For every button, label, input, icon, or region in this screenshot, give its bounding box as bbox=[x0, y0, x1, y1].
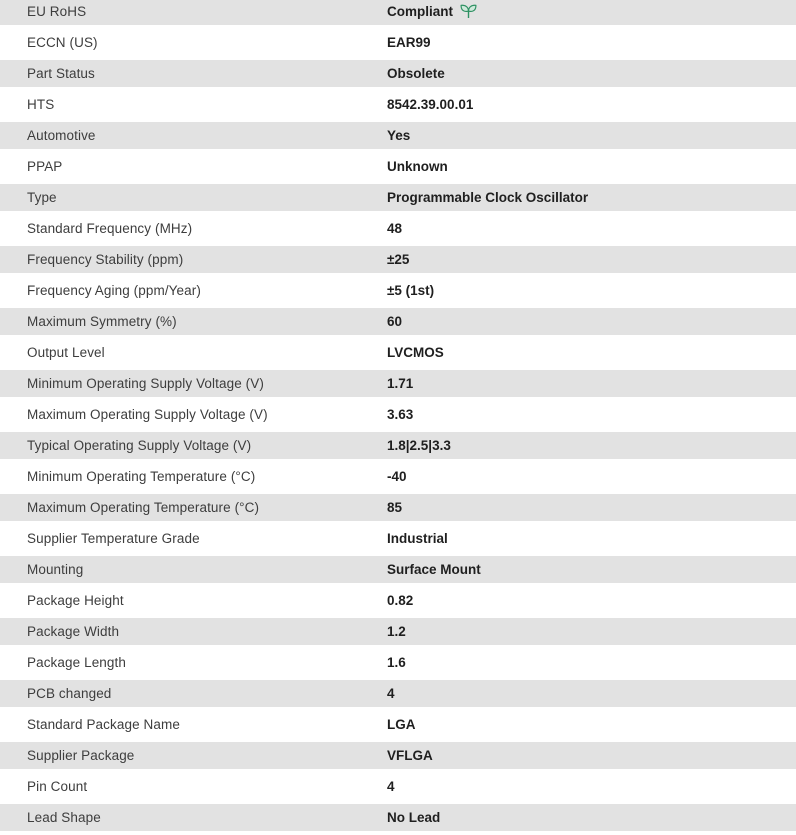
spec-value bbox=[387, 469, 796, 484]
spec-value-text: LVCMOS bbox=[387, 345, 444, 360]
spec-value bbox=[387, 500, 796, 515]
spec-value-text: Compliant bbox=[387, 4, 453, 19]
table-row bbox=[0, 275, 796, 306]
spec-label: Standard Package Name bbox=[27, 717, 180, 732]
spec-value bbox=[387, 35, 796, 50]
table-row bbox=[0, 306, 796, 337]
spec-value-text: 85 bbox=[387, 500, 403, 515]
spec-value-text: Programmable Clock Oscillator bbox=[387, 190, 589, 205]
table-row bbox=[0, 678, 796, 709]
spec-value-text: VFLGA bbox=[387, 748, 433, 763]
spec-value-text: 1.2 bbox=[387, 624, 406, 639]
table-row bbox=[0, 616, 796, 647]
spec-value-text: 60 bbox=[387, 314, 403, 329]
spec-value bbox=[387, 314, 796, 329]
table-row bbox=[0, 120, 796, 151]
spec-value-text: 0.82 bbox=[387, 593, 414, 608]
spec-label: PCB changed bbox=[27, 686, 112, 701]
spec-label: Type bbox=[27, 190, 57, 205]
spec-value-text: EAR99 bbox=[387, 35, 431, 50]
spec-value bbox=[387, 438, 796, 453]
table-row bbox=[0, 244, 796, 275]
spec-value bbox=[387, 593, 796, 608]
table-row bbox=[0, 337, 796, 368]
spec-label: Package Width bbox=[27, 624, 120, 639]
spec-label: EU RoHS bbox=[27, 4, 87, 19]
spec-value bbox=[387, 407, 796, 422]
spec-label: Minimum Operating Temperature (°C) bbox=[27, 469, 256, 484]
spec-label: Minimum Operating Supply Voltage (V) bbox=[27, 376, 264, 391]
spec-value-text: 1.8|2.5|3.3 bbox=[387, 438, 451, 453]
spec-value bbox=[387, 252, 796, 267]
spec-value-text: Yes bbox=[387, 128, 411, 143]
spec-value bbox=[387, 4, 796, 19]
spec-value bbox=[387, 97, 796, 112]
spec-value bbox=[387, 66, 796, 81]
spec-value-text: 4 bbox=[387, 779, 395, 794]
spec-value bbox=[387, 779, 796, 794]
spec-value-text: 3.63 bbox=[387, 407, 414, 422]
spec-value-text: LGA bbox=[387, 717, 416, 732]
spec-label: Frequency Stability (ppm) bbox=[27, 252, 184, 267]
spec-label: HTS bbox=[27, 97, 55, 112]
spec-label: Maximum Symmetry (%) bbox=[27, 314, 177, 329]
spec-label: Typical Operating Supply Voltage (V) bbox=[27, 438, 252, 453]
spec-label: Lead Shape bbox=[27, 810, 101, 825]
spec-label: PPAP bbox=[27, 159, 63, 174]
spec-value bbox=[387, 531, 796, 546]
spec-value bbox=[387, 221, 796, 236]
spec-label: Output Level bbox=[27, 345, 105, 360]
spec-value bbox=[387, 562, 796, 577]
spec-label: Supplier Temperature Grade bbox=[27, 531, 200, 546]
table-row bbox=[0, 709, 796, 740]
table-row bbox=[0, 461, 796, 492]
table-row bbox=[0, 647, 796, 678]
spec-value-text: Surface Mount bbox=[387, 562, 481, 577]
spec-value-text: 1.6 bbox=[387, 655, 406, 670]
spec-label: Mounting bbox=[27, 562, 84, 577]
table-row bbox=[0, 554, 796, 585]
spec-value bbox=[387, 345, 796, 360]
table-row bbox=[0, 802, 796, 833]
spec-value bbox=[387, 717, 796, 732]
spec-value bbox=[387, 624, 796, 639]
spec-value-text: ±5 (1st) bbox=[387, 283, 435, 298]
spec-label: Part Status bbox=[27, 66, 95, 81]
spec-label: Maximum Operating Supply Voltage (V) bbox=[27, 407, 268, 422]
table-row bbox=[0, 740, 796, 771]
spec-value-text: No Lead bbox=[387, 810, 441, 825]
spec-value bbox=[387, 655, 796, 670]
table-row bbox=[0, 523, 796, 554]
spec-value bbox=[387, 810, 796, 825]
spec-label: Pin Count bbox=[27, 779, 88, 794]
table-row bbox=[0, 151, 796, 182]
spec-label: Package Height bbox=[27, 593, 124, 608]
table-row bbox=[0, 58, 796, 89]
table-row bbox=[0, 771, 796, 802]
leaf-icon bbox=[460, 4, 477, 19]
spec-value-text: Unknown bbox=[387, 159, 448, 174]
table-row bbox=[0, 89, 796, 120]
spec-value-text: -40 bbox=[387, 469, 407, 484]
spec-label: Automotive bbox=[27, 128, 96, 143]
spec-label: Frequency Aging (ppm/Year) bbox=[27, 283, 201, 298]
spec-value-text: 4 bbox=[387, 686, 395, 701]
spec-value-text: 48 bbox=[387, 221, 403, 236]
spec-value bbox=[387, 748, 796, 763]
spec-label: Package Length bbox=[27, 655, 126, 670]
spec-label: ECCN (US) bbox=[27, 35, 98, 50]
table-row bbox=[0, 27, 796, 58]
spec-value bbox=[387, 283, 796, 298]
spec-label: Supplier Package bbox=[27, 748, 135, 763]
spec-value bbox=[387, 159, 796, 174]
spec-value-text: Industrial bbox=[387, 531, 448, 546]
spec-value-text: 8542.39.00.01 bbox=[387, 97, 474, 112]
spec-label: Standard Frequency (MHz) bbox=[27, 221, 193, 236]
table-row bbox=[0, 368, 796, 399]
spec-value-text: ±25 bbox=[387, 252, 410, 267]
spec-value bbox=[387, 190, 796, 205]
spec-value bbox=[387, 376, 796, 391]
table-row bbox=[0, 182, 796, 213]
table-row bbox=[0, 430, 796, 461]
spec-value-text: Obsolete bbox=[387, 66, 445, 81]
table-row bbox=[0, 213, 796, 244]
table-row bbox=[0, 399, 796, 430]
table-row bbox=[0, 585, 796, 616]
table-row bbox=[0, 0, 796, 27]
table-row bbox=[0, 492, 796, 523]
spec-label: Maximum Operating Temperature (°C) bbox=[27, 500, 260, 515]
spec-value-text: 1.71 bbox=[387, 376, 414, 391]
spec-value bbox=[387, 128, 796, 143]
spec-value bbox=[387, 686, 796, 701]
